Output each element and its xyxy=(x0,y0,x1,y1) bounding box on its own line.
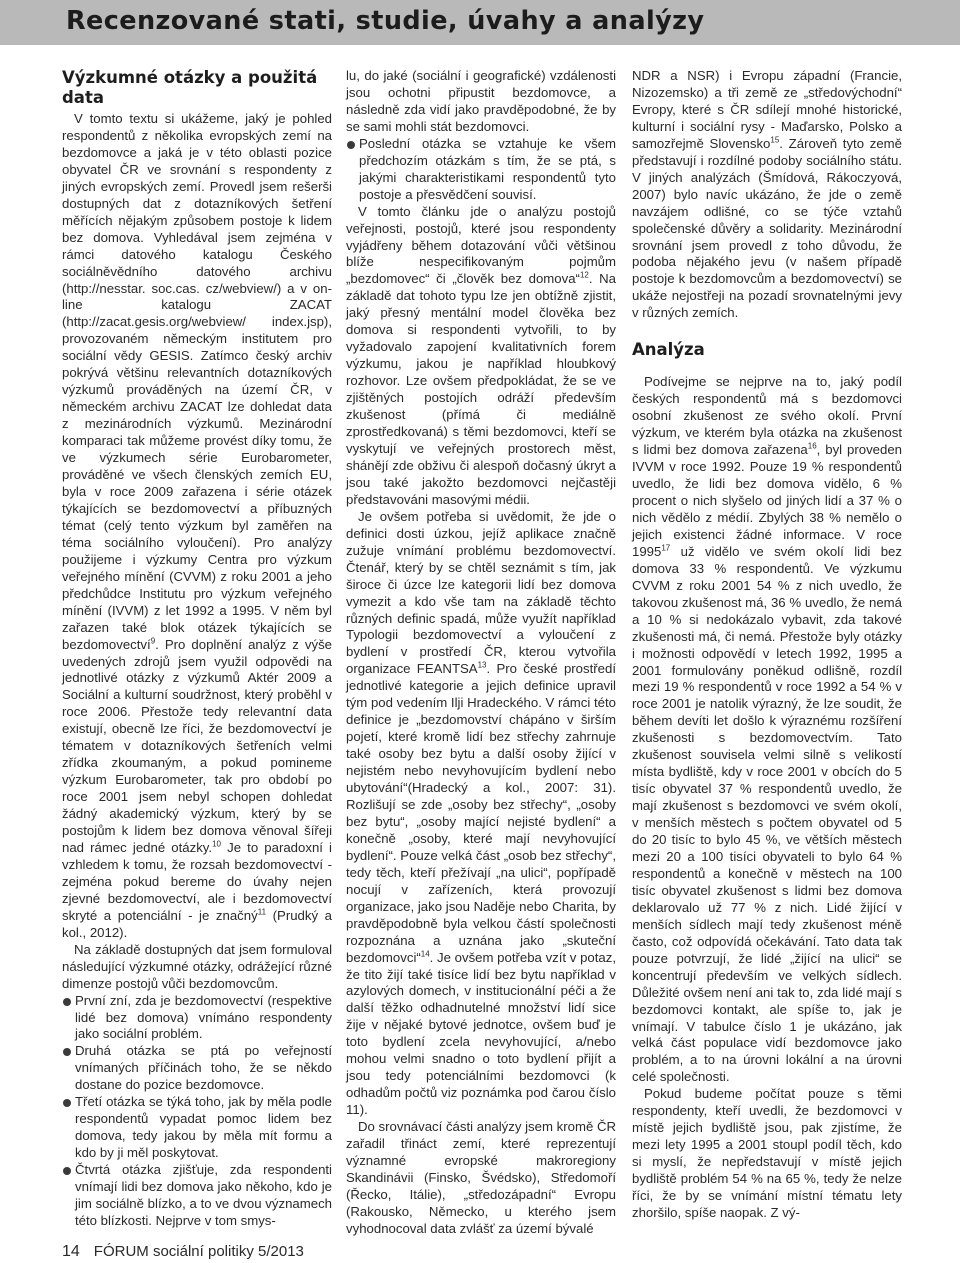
footnote-ref: 14 xyxy=(420,949,430,959)
list-item: Třetí otázka se týká toho, jak by měla podle respondentů vypadat pomoc lidem bez domova, tedy jakou by měla mít formu a kdo by ji měl poskytovat. xyxy=(62,1094,332,1162)
footnote-ref: 15 xyxy=(770,135,780,145)
column-3 xyxy=(632,68,902,1222)
journal-name: FÓRUM sociální politiky 5/2013 xyxy=(93,1243,304,1260)
column-2 xyxy=(346,68,616,1238)
column-1 xyxy=(62,68,332,1230)
footnote-ref: 17 xyxy=(661,543,671,553)
page-footer xyxy=(62,1243,304,1261)
paragraph: Podívejme se nejprve na to, jaký podíl českých respondentů má s bezdomovci osobní zkušenost ze svého okolí. První výzkum, ve kterém byla otázka na zkušenost s lidmi bez domova zařazena$^{16}$, byl proveden IVVM v roce 1992. Pouze 19 % respondentů uvedlo, že lidi bez domova vidělo, 6 % procent o nich slyšelo od jiných lidí a 37 % o nich vědělo z médií. Zbylých 38 % nemělo o jejich existenci žádné informace. V roce 1995$^{17}$ už vidělo ve svém okolí lidi bez domova 33 % respondentů. Ve výzkumu CVVM z roku 2001 54 % z nich uvedlo, že takovou zkušenost má, 36 % uvedlo, že nemá a 10 % si nedokázalo vybavit, zda takové zkušenosti má, či nemá. Přestože byly otázky i možnosti odpovědí v letech 1992, 1995 a 2001 formulovány poněkud odlišně, rozdíl mezi 19 % respondentů v roce 1992 a 54 % v roce 2001 je natolik výrazný, že lze soudit, že během devíti let došlo k výraznému rozšíření zkušenosti s bezdomovectvím. Tato zkušenost souvisela velmi silně s velikostí místa bydliště, kdy v roce 2001 v obcích do 5 tisíc obyvatel 37 % respondentů uvedlo, že mají zkušenost s bezdomovci ve svém okolí, v menších městech s počtem obyvatel od 5 do 20 tisíc to bylo 45 %, ve větších městech mezi 20 a 100 tisíci obyvateli to bylo 64 % respondentů a konečně v městech na 100 tisíc obyvatel zkušenost s lidmi bez domova deklarovalo už 77 % z nich. Lidé žijící v menších sídlech mají tedy zkušenost méně často, což odpovídá očekávání. Tato data tak pouze potvrzují, že lidé „žijící na ulici“ se koncentrují především ve velkých sídlech. Důležité ovšem není ani tak to, zda lidé mají s bezdomovci kontakt, ale spíše to, jak je vnímají. V tabulce číslo 1 je ukázáno, jak velká část populace vidí bezdomovce jako problém, a to na úrovni lokální a na úrovni celé společnosti. xyxy=(632,374,902,1085)
paragraph: V tomto článku jde o analýzu postojů veřejnosti, postojů, které jsou respondenty vyjádřeny během dotazování vůči většinou blíže nespecifikovaným pojmům „bezdomovec“ či „člověk bez domova“$^{12}$. Na základě dat tohoto typu lze jen obtížně zjistit, jaký přesný mentální model člověka bez domova si respondenti vytvořili, to by vyžadovalo zapojení kvalitativních forem výzkumu, jakou je například hloubkový rozhovor. Lze ovšem předpokládat, že se ve zjištěných postojích odráží především zkušenost (přímá či mediálně zprostředkovaná) s těmi bezdomovci, kteří se vyskytují ve veřejných prostorech měst, shánějí zde obživu či alespoň dočasný úkryt a jsou také jakožto bezdomovci nejčastěji představováni masovými médii. xyxy=(346,203,617,507)
list-item: První zní, zda je bezdomovectví (respektive lidé bez domova) vnímáno respondenty jako sociální problém. xyxy=(62,993,332,1044)
page-number: 14 xyxy=(62,1243,80,1260)
footnote-ref: 9 xyxy=(150,636,156,646)
paragraph: Pokud budeme počítat pouze s těmi respondenty, kteří uvedli, že bezdomovci v místě jejich bydliště jsou, pak zjistíme, že mezi lety 1995 a 2001 stoupl podíl těch, kdo si myslí, že nepředstavují v místě jejich bydliště problém 54 % na 65 %, tedy že nelze říci, že by se vnímání místní tématu lety zhoršilo, spíše naopak. Z vý- xyxy=(632,1086,902,1220)
footnote-ref: 10 xyxy=(212,839,221,849)
header-band xyxy=(0,0,960,45)
paragraph: NDR a NSR) i Evropu západní (Francie, Nizozemsko) a tři země ze „středovýchodní“ Evropy, které s ČR sdílejí mnohé historické, kulturní i sociální rysy - Maďarsko, Polsko a samozřejmě Slovensko$^{15}$. Zároveň tyto země představují i rozdílné podoby sociálního státu. V jiných analýzách (Šmídová, Rákoczyová, 2007) bylo navíc ukázáno, že jde o země navzájem odlišné, co se týče vztahů společenské důvěry a solidarity. Mezinárodní srovnání jsem provedl z toho důvodu, že podoba nějakého jevu (v našem případě postoje k bezdomovcům a bezdomovectví) se ukáže nejostřeji na pozadí srovnatelnými jevy v různých zemích. xyxy=(632,68,902,321)
paragraph: Je ovšem potřeba si uvědomit, že jde o definici dosti úzkou, jejíž aplikace značně zužuje vnímání problému bezdomovectví. Čtenář, který by se chtěl seznámit s tím, jak široce či úzce lze kategorii lidí bez domova vymezit a kdo vše tam na základě těchto různých definic spadá, může využít například Typologii bezdomovectví a vyloučení z bydlení v prostředí ČR, kterou vytvořila organizace FEANTSA$^{13}$. Pro české prostředí jednotlivé kategorie a jejich definice upravil tým pod vedením Ilji Hradeckého. V rámci této definice je „bezdomovství chápáno v širším pojetí, které kromě lidí bez střechy zahrnuje také osoby bez bytu a další osoby žijící v nejistém nebo nevyhovujícím bydlení nebo ubytování“(Hradecký a kol., 2007: 31). Rozlišují se zde „osoby bez střechy“, „osoby bez bytu“, „osoby mající nejisté bydlení“ a konečně „osoby, které mají nevyhovující bydlení“. Pouze velká část „osob bez střechy“, tedy těch, kteří přežívají „na ulici“, popřípadě nocují v zařízeních, která provozují organizace, jako jsou Naděje nebo Charita, by pravděpodobně byla velkou částí společnosti rozpoznána a uznána jako „skuteční bezdomovci“$^{14}$. Je ovšem potřeba vzít v potaz, že tito žijí také tisíce lidí bez bytu například v azylových domech, v institucionální péči a že další těžko odhadnutelné množství lidí sice žije v nějaké bytové jednotce, ovšem buď je toto bydlení zcela nevyhovující, a/nebo mohou velmi snadno o toto bydlení přijít a jsou tedy potenciálními bezdomovci (k odhadům počtů viz poznámka pod čarou číslo 11). xyxy=(346,508,617,1118)
list-item: Poslední otázka se vztahuje ke všem předchozím otázkám s tím, že se ptá, s jakými charakteristikami respondentů tyto postoje a přesvědčení souvisí. xyxy=(346,136,616,204)
heading-research-questions: Výzkumné otázky a použitá data xyxy=(62,68,318,107)
research-questions-list-cont xyxy=(346,136,616,204)
section-title: Recenzované stati, studie, úvahy a analýzy xyxy=(66,6,705,36)
heading-analysis: Analýza xyxy=(632,340,705,360)
footnote-ref: 13 xyxy=(477,660,487,670)
paragraph: Do srovnávací části analýzy jsem kromě ČR zařadil třináct zemí, které reprezentují významné evropské makroregiony Skandinávii (Finsko, Švédsko), Středomoří (Řecko, Itálie), „středozápadní“ Evropu (Rakousko, Německo, u kterého jsem vyhodnocoval data zvlášť za území bývalé xyxy=(346,1119,616,1236)
list-item: Čtvrtá otázka zjišťuje, zda respondenti vnímají lidi bez domova jako někoho, kdo je jim sociálně blízko, a to ve dvou významech této blízkosti. Nejprve v tom smys- xyxy=(62,1162,332,1230)
list-item: Druhá otázka se ptá po veřejností vnímaných příčinách toho, že se někdo dostane do pozice bezdomovce. xyxy=(62,1043,332,1094)
footnote-ref: 12 xyxy=(579,271,589,281)
research-questions-list xyxy=(62,993,332,1230)
paragraph: Na základě dostupných dat jsem formuloval následující výzkumné otázky, odrážející různé dimenze postojů vůči bezdomovcům. xyxy=(62,941,332,991)
footnote-ref: 11 xyxy=(257,907,267,917)
paragraph: V tomto textu si ukážeme, jaký je pohled respondentů z několika evropských zemí na bezdomovce a jaká je v této oblasti pozice obyvatel ČR ve srovnání s respondenty z jiných evropských zemí. Provedl jsem rešerši dostupných dat z dotazníkových šetření měřících nějakým způsobem postoje k lidem bez domova. Vyhledával jsem zejména v rámci datového katalogu Českého sociálněvědního datového archivu (http://nesstar. soc.cas. cz/webview/) a v on-line katalogu ZACAT (http://zacat.gesis.org/webview/ index.jsp), provozovaném německým institutem pro sociální vědy GESIS. Zatímco český archiv pokrývá většinu relevantních dotazníkových výzkumů prováděných na území ČR, v německém archivu ZACAT lze dohledat data z mezinárodních výzkumů. Mezinárodní komparaci tak můžeme provést díky tomu, že ve výzkumech série Eurobarometer, prováděné ve všech členských zemích EU, byla v roce 2009 zařazena i série otázek týkajících se bezdomovectví a příbuzných témat (celý tento výzkum byl zaměřen na téma sociálního vyloučení). Pro analýzy použijeme i výzkumy Centra pro výzkum veřejného mínění (CVVM) z roku 2001 a jeho předchůdce Institutu pro výzkum veřejného mínění (IVVM) z let 1992 a 1995. V něm byl zařazen také blok otázek týkajících se bezdomovectví$^9$. Pro doplnění analýz z výše uvedených zdrojů jsem využil odpovědi na jednotlivé otázky z výzkumů Aktér 2009 a Sociální a kulturní soudržnost, který proběhl v roce 2006. Přestože tedy relevantní data existují, obecně lze říci, že bezdomovectví je tématem v dotazníkových šetřeních velmi zřídka zkoumaným, a pokud pomineme výzkum Eurobarometer, tak pro období po roce 2001 jsem nebyl schopen dohledat žádný akademický výzkum, který by se postojům k lidem bez domova věnoval šířeji nad rámec jedné otázky.$^{10}$ Je to paradoxní i vzhledem k tomu, že rozsah bezdomovectví - zejména pokud bereme do úvahy nejen zjevné bezdomovectví, ale i bezdomovectví skryté a potenciální - je značný$^{11}$ (Prudký a kol., 2012). xyxy=(62,111,332,940)
paragraph: lu, do jaké (sociální i geografické) vzdálenosti jsou ochotni připustit bezdomovce, a následně zda vidí jako pravděpodobné, že by se sami mohli stát bezdomovci. xyxy=(346,68,616,134)
footnote-ref: 16 xyxy=(807,441,817,451)
